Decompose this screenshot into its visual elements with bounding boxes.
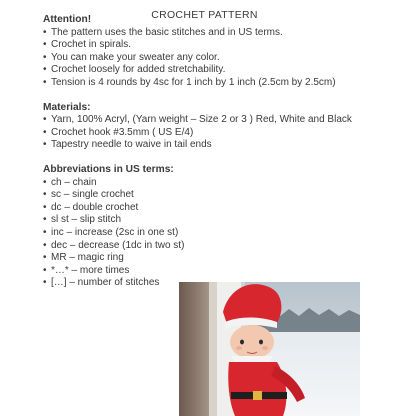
list-item: • Crochet in spirals. <box>43 39 373 52</box>
elf-photo-illustration <box>179 282 360 416</box>
materials-heading: Materials: <box>43 101 91 113</box>
list-item: • […] – number of stitches <box>43 277 373 290</box>
list-item: • Yarn, 100% Acryl, (Yarn weight – Size 2 or 3 ) Red, White and Black <box>43 114 373 127</box>
elf-cheek <box>262 346 268 350</box>
elf-eye-right <box>259 340 263 345</box>
page-title: CROCHET PATTERN <box>151 9 258 21</box>
spacer <box>43 90 373 102</box>
list-item: • sc – single crochet <box>43 189 373 202</box>
abbreviations-list <box>43 177 373 290</box>
list-item: • Tapestry needle to waive in tail ends <box>43 139 373 152</box>
list-item: • Crochet loosely for added stretchability. <box>43 64 373 77</box>
elf-doll-photo <box>179 282 360 416</box>
list-item: • ch – chain <box>43 177 373 190</box>
attention-list <box>43 27 373 90</box>
list-item: • dc – double crochet <box>43 202 373 215</box>
belt-buckle <box>253 391 262 400</box>
list-item: • The pattern uses the basic stitches and in US terms. <box>43 27 373 40</box>
elf-eye-left <box>240 340 244 345</box>
abbreviations-heading: Abbreviations in US terms: <box>43 163 174 175</box>
list-item: • *…* – more times <box>43 265 373 278</box>
list-item: • dec – decrease (1dc in two st) <box>43 240 373 253</box>
wooden-post <box>179 282 209 416</box>
list-item: • inc – increase (2sc in one st) <box>43 227 373 240</box>
list-item: • MR – magic ring <box>43 252 373 265</box>
elf-cheek <box>236 346 242 350</box>
attention-heading: Attention! <box>43 14 92 25</box>
list-item: • sl st – slip stitch <box>43 214 373 227</box>
materials-list <box>43 114 373 152</box>
post-edge <box>209 282 217 416</box>
spacer <box>43 152 373 164</box>
pattern-text <box>43 14 373 290</box>
list-item: • You can make your sweater any color. <box>43 52 373 65</box>
list-item: • Tension is 4 rounds by 4sc for 1 inch by 1 inch (2.5cm by 2.5cm) <box>43 77 373 90</box>
list-item: • Crochet hook #3.5mm ( US E/4) <box>43 127 373 140</box>
